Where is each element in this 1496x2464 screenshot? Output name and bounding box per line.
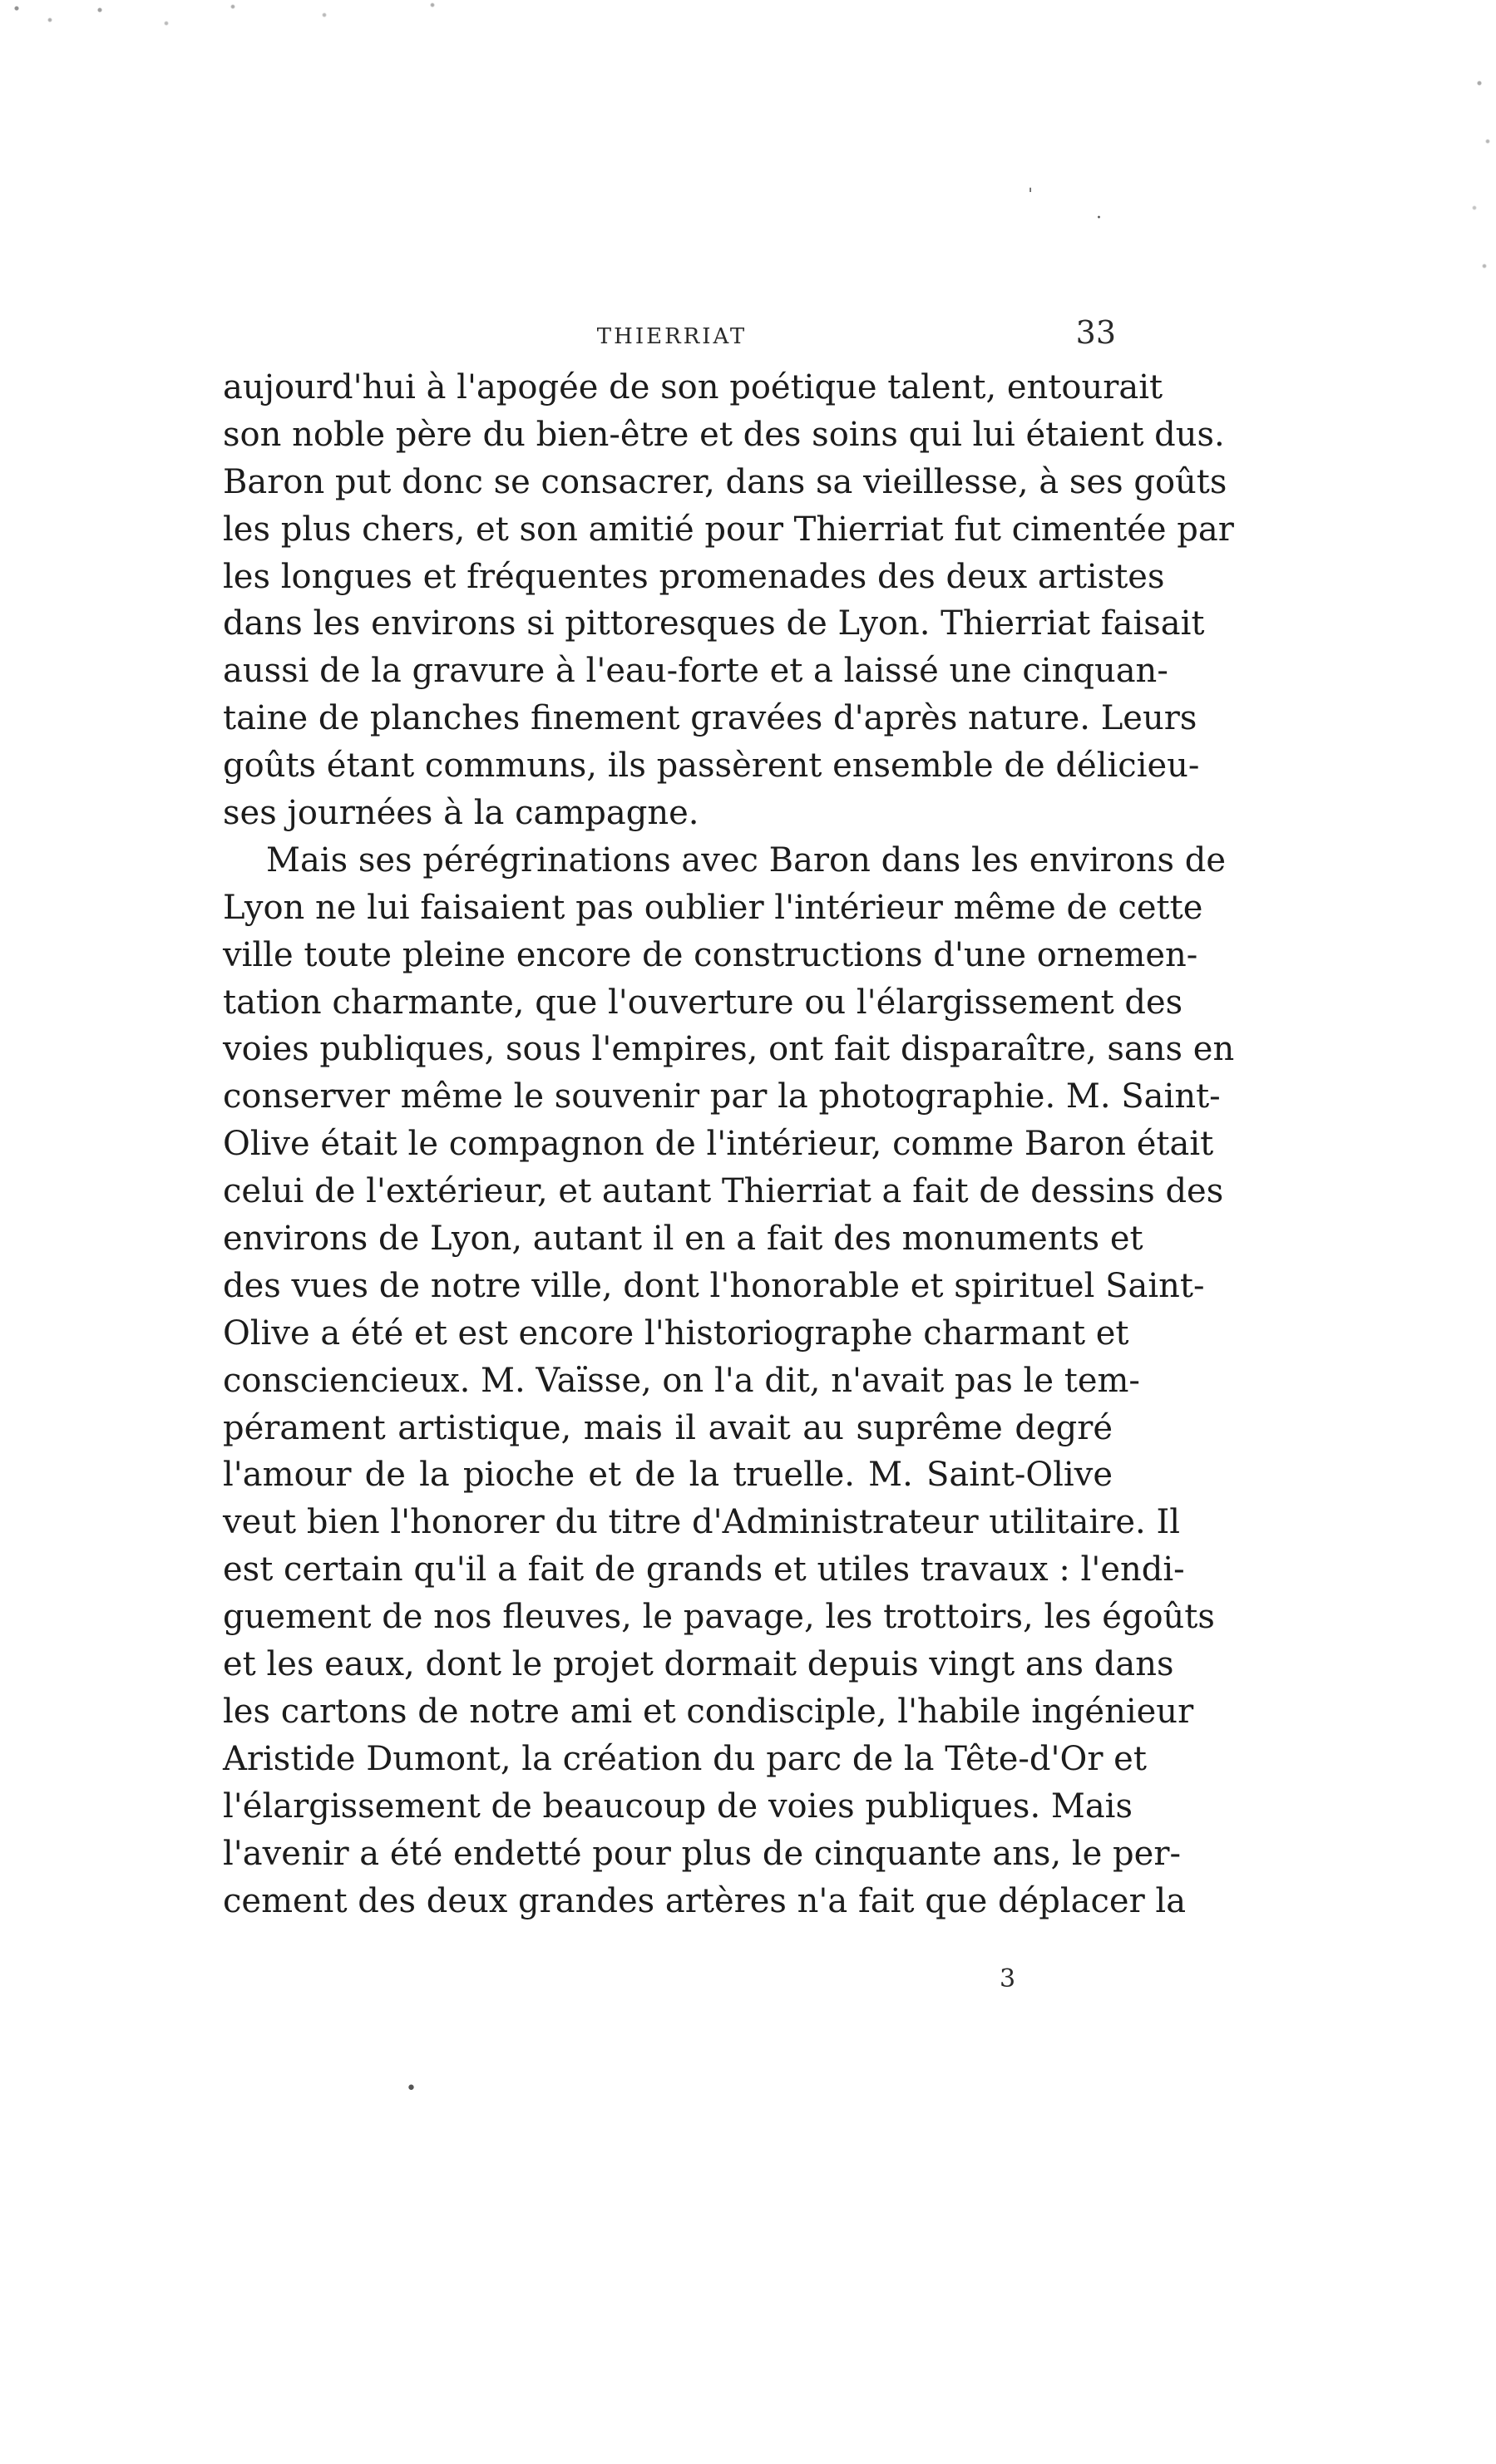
page-number: 33	[1075, 314, 1116, 351]
text-line: cement des deux grandes artères n'a fait que déplacer la	[223, 1881, 1187, 1920]
text-line: conserver même le souvenir par la photographie. M. Saint-	[223, 1077, 1221, 1116]
text-line: des vues de notre ville, dont l'honorable et spirituel Saint-	[223, 1266, 1205, 1305]
text-line: aujourd'hui à l'apogée de son poétique talent, entourait	[223, 368, 1163, 407]
text-line: Aristide Dumont, la création du parc de la Tête-d'Or et	[223, 1739, 1147, 1778]
text-line: les cartons de notre ami et condisciple, l'habile ingénieur	[223, 1692, 1194, 1731]
text-line: Olive a été et est encore l'historiographe charmant et	[223, 1313, 1129, 1353]
running-title: THIERRIAT	[596, 324, 748, 349]
text-line: est certain qu'il a fait de grands et utiles travaux : l'endi-	[223, 1550, 1185, 1589]
text-line: aussi de la gravure à l'eau-forte et a laissé une cinquan-	[223, 652, 1168, 691]
text-line: ses journées à la campagne.	[223, 794, 699, 833]
text-line: tation charmante, que l'ouverture ou l'élargissement des	[223, 983, 1183, 1022]
text-line: Olive était le compagnon de l'intérieur, comme Baron était	[223, 1125, 1214, 1164]
text-line: ville toute pleine encore de constructions d'une ornemen-	[223, 935, 1198, 974]
scan-noise-top	[0, 0, 532, 58]
text-line: l'élargissement de beaucoup de voies publiques. Mais	[223, 1786, 1133, 1826]
text-line: Mais ses pérégrinations avec Baron dans les environs de	[266, 840, 1227, 880]
text-line: environs de Lyon, autant il en a fait des monuments et	[223, 1220, 1143, 1259]
text-line: les longues et fréquentes promenades des deux artistes	[223, 557, 1165, 596]
text-line: l'avenir a été endetté pour plus de cinquante ans, le per-	[223, 1834, 1181, 1873]
text-line: les plus chers, et son amitié pour Thierriat fut cimentée par	[223, 510, 1234, 549]
text-line: veut bien l'honorer du titre d'Administrateur utilitaire. Il	[223, 1503, 1181, 1542]
text-line: dans les environs si pittoresques de Lyon. Thierriat faisait	[223, 604, 1205, 643]
scan-speck: ·	[1096, 208, 1102, 229]
text-line: celui de l'extérieur, et autant Thierriat a fait de dessins des	[223, 1172, 1224, 1211]
text-line: voies publiques, sous l'empires, ont fait disparaître, sans en	[223, 1030, 1235, 1069]
scan-noise-right	[1463, 67, 1496, 283]
text-line: taine de planches finement gravées d'après nature. Leurs	[223, 699, 1197, 738]
text-line: pérament artistique, mais il avait au suprême degré	[223, 1408, 1113, 1447]
body-text	[223, 364, 1235, 1924]
text-line: l'amour de la pioche et de la truelle. M. Saint-Olive	[223, 1456, 1113, 1495]
text-line: guement de nos fleuves, le pavage, les trottoirs, les égoûts	[223, 1598, 1215, 1637]
text-line: goûts étant communs, ils passèrent ensemble de délicieu-	[223, 747, 1200, 786]
text-line: et les eaux, dont le projet dormait depuis vingt ans dans	[223, 1645, 1174, 1684]
running-head	[223, 314, 1121, 357]
scan-speck: ˈ	[1028, 186, 1034, 207]
text-line: consciencieux. M. Vaïsse, on l'a dit, n'avait pas le tem-	[223, 1361, 1140, 1400]
text-line: son noble père du bien-être et des soins qui lui étaient dus.	[223, 415, 1225, 454]
text-line: Baron put donc se consacrer, dans sa vieillesse, à ses goûts	[223, 462, 1227, 501]
text-line: Lyon ne lui faisaient pas oublier l'intérieur même de cette	[223, 888, 1203, 927]
signature-mark: 3	[1000, 1964, 1016, 1993]
scan-speck: •	[406, 2078, 417, 2099]
